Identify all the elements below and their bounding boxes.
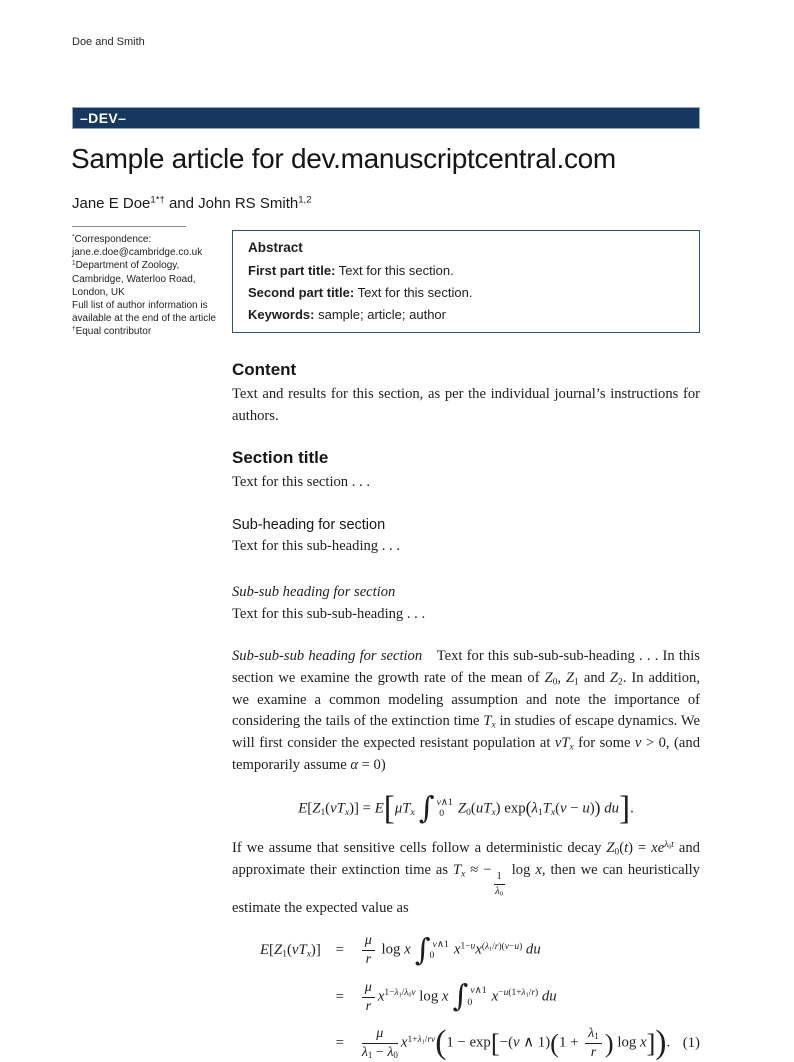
runin-paragraph: Sub-sub-sub heading for section Text for this sub-sub-sub-heading . . . In this section we examine the growth rate of the mean of $Z_0$, $Z_1$ and $Z_2$. In addition, we examine a common modeling assumption and note the importance of considering the tails of the extinction time $T_x$ in studies of escape dynamics. We will first consider the expected resistant population at $vT_x$ for some v > 0, (and temporarily assume α = 0) xyxy=(232,647,701,773)
abstract-heading: Abstract xyxy=(248,240,303,255)
equation-rhs: $\frac{\mu}{r}$ $x^{1-\lambda_1/\lambda_0v}$ log x ∫ v∧1 0 $x^{-u(1+\lambda_1/r)}$ du xyxy=(359,980,677,1015)
equation-number: (1) xyxy=(682,1035,700,1052)
equation-relation: = xyxy=(335,988,344,1005)
journal-banner xyxy=(72,107,700,129)
content-paragraph: Text and results for this section, as per the individual journal’s instructions for authors. xyxy=(232,386,700,424)
equation-rhs: $\frac{\mu}{\lambda_1 - \lambda_0}$ $x^{1+\lambda_1/rv}(1 - \exp[-(v$ ∧ 1)(1 + $\frac{\lambda_1}{r}$ ) log x]). xyxy=(361,1024,671,1062)
abstract-text: Text for this section. xyxy=(357,285,473,300)
paragraph-deterministic-decay: If we assume that sensitive cells follow a deterministic decay $Z_0(t) = xe^{\lambda_0t}$ and approximate their extinction time as $T_x$ ≈ − $\frac{1}{\lambda_0}$ log x, then we can heuristically estimate the expected value as xyxy=(232,839,700,916)
subsection-heading: Sub-heading for section xyxy=(232,517,386,534)
article-title: Sample article for dev.manuscriptcentral.com xyxy=(71,143,616,174)
margin-notes: *Correspondence: jane.e.doe@cambridge.co.uk $^1$Department of Zoology, Cambridge, Waterloo Road, London, UK Full list of author information is available at the end of the article †Equal contributor xyxy=(72,233,216,338)
banner-label: –DEV– xyxy=(80,110,127,126)
equation-array xyxy=(232,933,700,1061)
author-line: Jane E Doe$^{1*\dagger}$ and John RS Smith$^{1,2}$ xyxy=(72,194,312,212)
abstract-label: Second part title: xyxy=(248,285,355,300)
article-body xyxy=(232,360,700,1061)
abstract-text: Text for this section. xyxy=(338,263,454,278)
section-heading-content: Content xyxy=(232,360,297,379)
equation-relation: = xyxy=(335,1035,344,1052)
equation-rhs: $\frac{\mu}{r}$ log x ∫ v∧1 0 $x^{1-u}x^{(\lambda_1/r)(v-u)}$ du xyxy=(359,933,677,968)
abstract-label: Keywords: xyxy=(248,307,315,322)
running-head: Doe and Smith xyxy=(72,36,145,48)
equation-relation: = xyxy=(335,942,344,959)
equation-lhs: $E[Z_1(vT_x)]$ xyxy=(260,942,321,960)
section-paragraph: Text for this section . . . xyxy=(232,473,370,490)
subsubsection-paragraph: Text for this sub-sub-heading . . . xyxy=(232,606,426,623)
subsubsection-heading: Sub-sub heading for section xyxy=(232,584,396,601)
section-heading-title: Section title xyxy=(232,447,329,467)
abstract-box xyxy=(232,230,700,333)
display-equation: $E[Z_1(vT_x)] = E[\mu T_x$ ∫ v∧1 0 $Z_0(uT_x) \exp(\lambda_1T_x(v - u))$ du]. xyxy=(298,789,634,827)
subsection-paragraph: Text for this sub-heading . . . xyxy=(232,538,400,555)
abstract-row-keywords xyxy=(248,307,684,322)
abstract-row-first-part xyxy=(248,263,684,278)
margin-note-rule xyxy=(72,226,186,227)
abstract-text: sample; article; author xyxy=(318,307,446,322)
abstract-label: First part title: xyxy=(248,263,336,278)
abstract-row-second-part xyxy=(248,285,684,300)
